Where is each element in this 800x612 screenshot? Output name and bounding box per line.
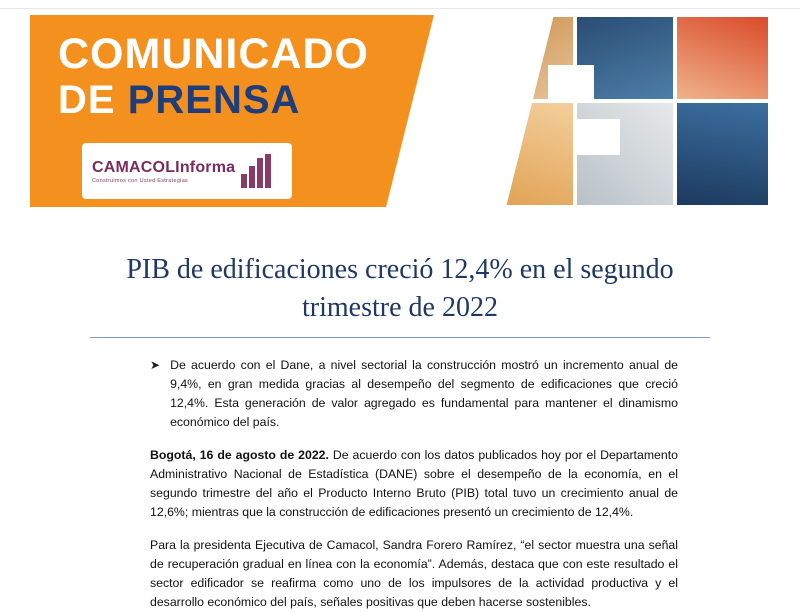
press-release-banner bbox=[30, 15, 770, 207]
page-title: PIB de edificaciones creció 12,4% en el segundo trimestre de 2022 bbox=[126, 254, 674, 323]
paragraph-1 bbox=[150, 446, 678, 522]
camacol-logo bbox=[82, 143, 292, 199]
window-top-strip bbox=[0, 0, 800, 9]
bullet-text: De acuerdo con el Dane, a nivel sectorial la construcción mostró un incremento anual de 9,4%, en gran medida gracias al desempeño del segmento de edificaciones que creció 12,4%. Esta generación de valor agregado es fundamental para mantener el dinamismo económico del país. bbox=[170, 357, 678, 429]
title-divider bbox=[90, 337, 710, 338]
dateline: Bogotá, 16 de agosto de 2022. bbox=[150, 447, 329, 462]
banner-title-de: DE bbox=[58, 78, 116, 123]
bullet-list bbox=[150, 356, 678, 432]
arrow-bullet-icon: ➤ bbox=[150, 357, 161, 372]
logo-wordmark bbox=[92, 159, 235, 177]
banner-title bbox=[58, 30, 369, 123]
logo-building-icon bbox=[241, 154, 271, 188]
banner-title-line1: COMUNICADO bbox=[58, 30, 369, 78]
logo-tagline: Construimos con Usted Estrategias bbox=[92, 177, 189, 184]
paragraph-2: Para la presidenta Ejecutiva de Camacol, Sandra Forero Ramírez, “el sector muestra una señal de recuperación gradual en línea con la economía”. Además, destaca que con este resultado el sector edificador se reafirma como uno de los impulsores de la actividad productiva y el desarrollo económico del país, señales positivas que deben hacerse sostenibles. bbox=[150, 537, 678, 610]
banner-title-line2 bbox=[58, 78, 369, 123]
paragraph-1-body: De acuerdo con los datos publicados hoy por el Departamento Administrativo Nacional de Estadística (DANE) sobre el desempeño de la economía, en el segundo trimestre del año el Producto Interno Bruto (PIB) total tuvo un crecimiento anual de 12,6%; mientras que la construcción de edificaciones presentó un crecimiento de 12,4%. bbox=[150, 447, 678, 519]
mosaic-cell bbox=[675, 101, 770, 207]
list-item bbox=[150, 356, 678, 432]
document-body bbox=[30, 251, 770, 612]
mosaic-white-accent bbox=[548, 65, 594, 103]
banner-title-prensa: PRENSA bbox=[127, 78, 301, 123]
mosaic-cell bbox=[675, 15, 770, 101]
mosaic-white-accent bbox=[576, 119, 620, 155]
logo-camacol-text: CAMACOL bbox=[92, 158, 176, 176]
logo-informa-text: Informa bbox=[175, 158, 236, 176]
